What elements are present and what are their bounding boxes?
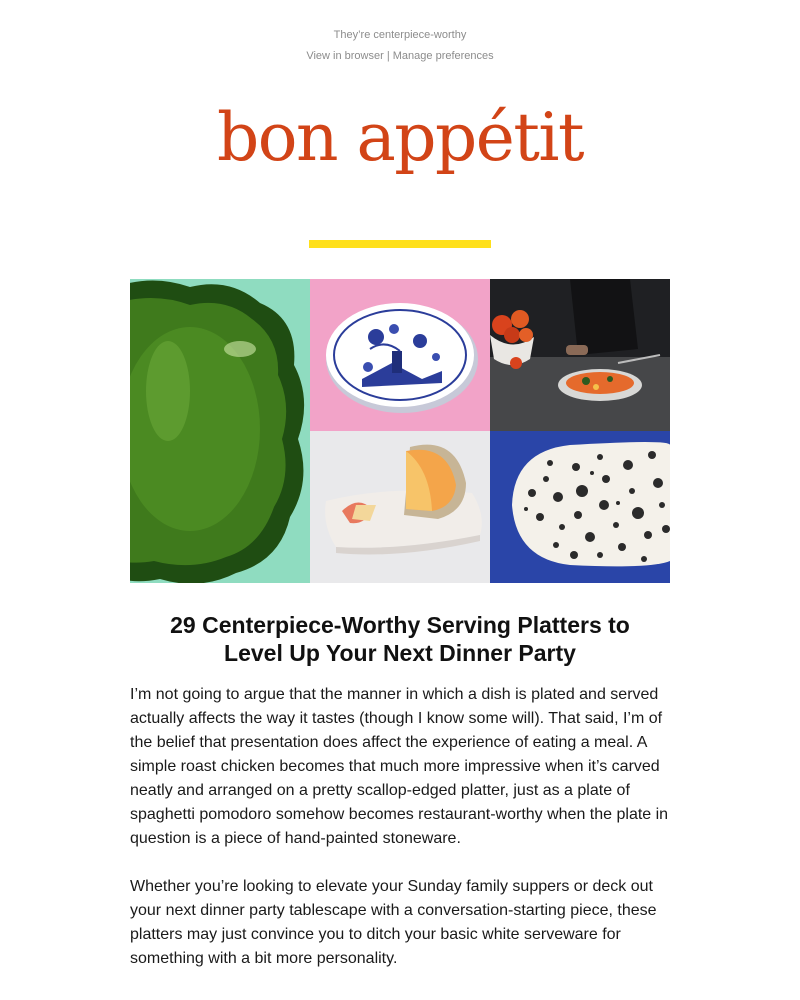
link-separator: | bbox=[383, 50, 393, 62]
paragraph-line: actually affects the way it tastes (though I know some will). That said, I’m of bbox=[130, 710, 663, 727]
paragraph-line: simple roast chicken becomes that much more impressive when it’s carved bbox=[130, 758, 660, 775]
headline-line-1: 29 Centerpiece-Worthy Serving Platters to bbox=[170, 612, 630, 638]
paragraph-line: your next dinner party tablescape with a conversation-starting piece, these bbox=[130, 902, 657, 919]
paragraph-line: spaghetti pomodoro somehow becomes restaurant-worthy when the plate in bbox=[130, 806, 669, 823]
hero-panel-speckled-platter bbox=[490, 431, 670, 583]
paragraph-line: Whether you’re looking to elevate your Sunday family suppers or deck out bbox=[130, 878, 653, 895]
paragraph-line: something with a bit more personality. bbox=[130, 950, 398, 967]
view-in-browser-link[interactable]: View in browser bbox=[306, 50, 384, 62]
hero-panel-melon-board bbox=[310, 431, 490, 583]
bon-appetit-logo[interactable]: bon appétit bbox=[216, 99, 584, 176]
hero-panel-persimmon-dish bbox=[490, 279, 670, 431]
article-headline[interactable] bbox=[130, 611, 670, 667]
headline-line-2: Level Up Your Next Dinner Party bbox=[224, 640, 576, 666]
paragraph-line: neatly and arranged on a pretty scallop-edged platter, just as a plate of bbox=[130, 782, 630, 799]
paragraph-line: I’m not going to argue that the manner in which a dish is plated and served bbox=[130, 686, 659, 703]
hero-panel-floral-platter bbox=[310, 279, 490, 431]
manage-preferences-link[interactable]: Manage preferences bbox=[392, 50, 494, 62]
paragraph-line: platters may just convince you to ditch your basic white serveware for bbox=[130, 926, 621, 943]
article-paragraph-2 bbox=[130, 875, 675, 971]
paragraph-line: the belief that presentation does affect the experience of eating a meal. A bbox=[130, 734, 648, 751]
hero-panel-green-platter bbox=[130, 279, 310, 583]
article-paragraph-1 bbox=[130, 683, 675, 851]
preheader-tagline: They’re centerpiece-worthy bbox=[333, 29, 467, 41]
yellow-accent-divider bbox=[309, 240, 491, 248]
paragraph-line: question is a piece of hand-painted stoneware. bbox=[130, 830, 461, 847]
preheader-links bbox=[0, 49, 800, 63]
hero-image[interactable] bbox=[130, 279, 670, 583]
